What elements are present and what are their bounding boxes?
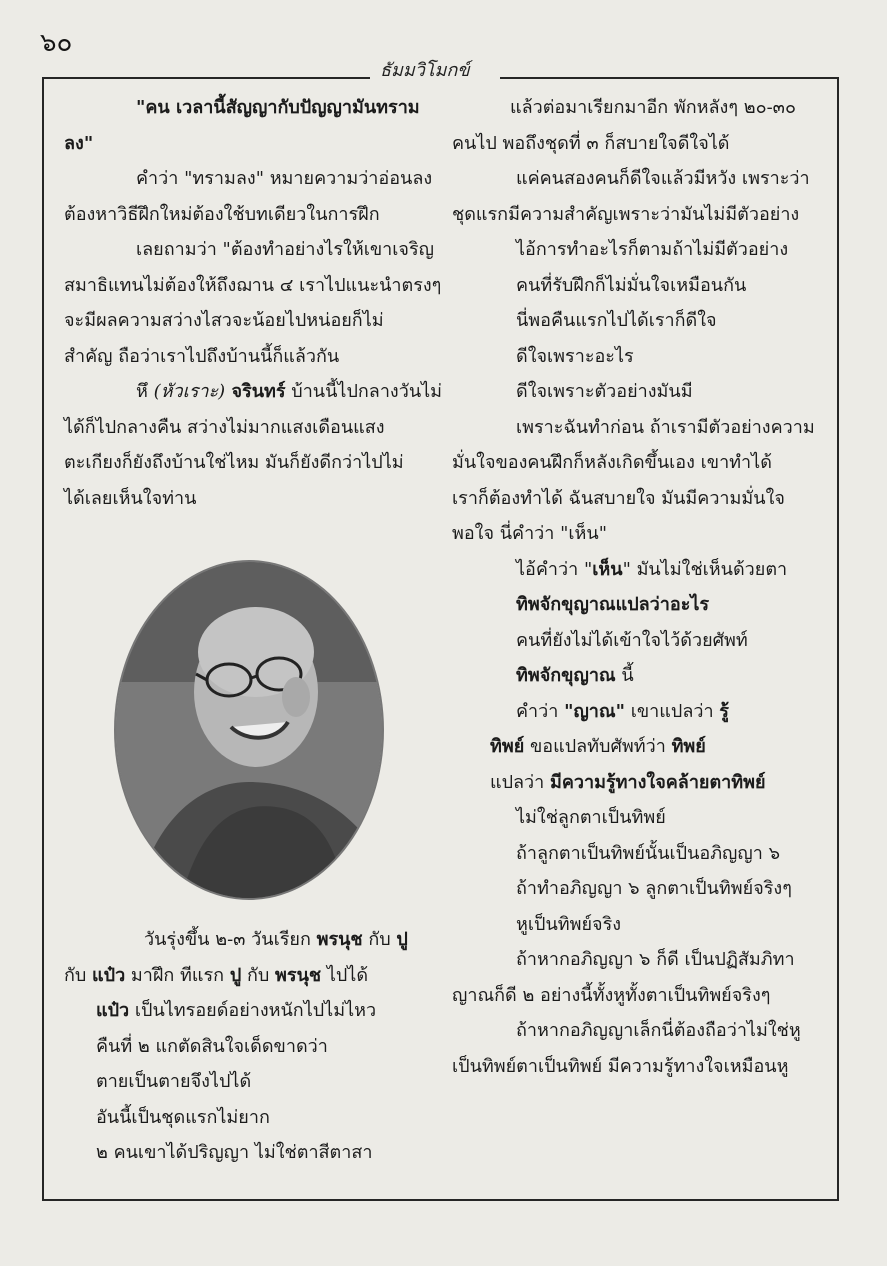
text-run: " มันไม่ใช่เห็นด้วยตา [622,558,788,580]
bold-text: ลง" [64,132,94,154]
text-run: ต้องหาวิธีฝึกใหม่ต้องใช้บทเดียวในการฝึก [64,203,380,225]
text-line [452,552,820,588]
text-run: ขอแปลทับศัพท์ว่า [524,736,672,757]
text-line [452,1013,820,1049]
text-run: แปลว่า [490,771,550,793]
text-line [64,90,436,126]
bold-text: จรินทร์ [225,381,286,402]
text-run: คนที่รับฝึกก็ไม่มั่นใจเหมือนกัน [516,274,747,296]
text-line [452,90,820,126]
text-run: ไอ้การทำอะไรก็ตามถ้าไม่มีตัวอย่าง [516,239,789,260]
bold-text: ทิพจักขุญาณแปลว่าอะไร [516,594,710,615]
text-line [64,1064,436,1100]
text-run: กับ [362,929,397,950]
text-run: ไปได้ [321,964,369,986]
bold-text: "คน เวลานี้สัญญากับปัญญามันทราม [136,97,420,118]
text-run: ได้เลยเห็นใจท่าน [64,487,197,509]
text-run: มาฝึก ทีแรก [125,964,230,986]
text-run: ถ้าหากอภิญญา ๖ ก็ดี เป็นปฏิสัมภิทา [516,949,795,970]
bold-text: ปู [229,964,242,986]
text-line [64,1029,436,1065]
left-bottom-column [64,922,436,1171]
text-line [452,836,820,872]
bold-text: ทิพย์ [671,736,706,757]
text-run: แค่คนสองคนก็ดีใจแล้วมีหวัง เพราะว่า [516,168,810,189]
text-run: เป็นทิพย์ตาเป็นทิพย์ มีความรู้ทางใจเหมือนหู [452,1055,789,1077]
text-line [452,1049,820,1085]
text-line [452,197,820,233]
text-run: คืนที่ ๒ แกตัดสินใจเด็ดขาดว่า [96,1035,328,1057]
text-run: ดีใจเพราะอะไร [516,345,634,367]
bold-text: แป๋ว [92,964,126,986]
left-column [64,90,443,516]
bold-text: มีความรู้ทางใจคล้ายตาทิพย์ [550,771,766,793]
text-run: ชุดแรกมีความสำคัญเพราะว่ามันไม่มีตัวอย่าง [452,203,800,225]
text-run: ตายเป็นตายจึงไปได้ [96,1071,252,1092]
text-run: หูเป็นทิพย์จริง [516,913,622,935]
text-line [452,303,820,339]
bold-text: พรนุช [316,929,363,950]
text-run: บ้านนี้ไปกลางวันไม่ [285,381,443,402]
text-run: สมาธิแทนไม่ต้องให้ถึงฌาน ๔ เราไปแนะนำตรงๆ [64,274,442,296]
text-run: วันรุ่งขึ้น ๒-๓ วันเรียก [144,929,317,950]
text-line [452,800,820,836]
bold-text: เห็น [592,558,623,580]
text-line [452,339,820,375]
text-run: มั่นใจของคนฝึกก็หลังเกิดขึ้นเอง เขาทำได้ [452,452,772,473]
text-line [64,410,436,446]
text-run: เขาแปลว่า [625,700,720,722]
text-line [64,958,436,994]
text-run: แล้วต่อมาเรียกมาอีก พักหลังๆ ๒๐-๓๐ [510,97,796,118]
text-run: ไม่ใช่ลูกตาเป็นทิพย์ [516,807,666,828]
text-line [452,481,820,517]
text-run: พอใจ นี่คำว่า "เห็น" [452,523,608,544]
bold-text: รู้ [719,700,729,722]
text-line [452,765,820,801]
text-line [64,303,436,339]
bold-text: ทิพจักขุญาณ [516,665,616,686]
text-run: ถ้าทำอภิญญา ๖ ลูกตาเป็นทิพย์จริงๆ [516,878,792,899]
text-line [452,232,820,268]
text-line [452,161,820,197]
text-run: คนที่ยังไม่ได้เข้าใจไว้ด้วยศัพท์ [516,629,748,651]
text-line [64,1100,436,1136]
text-run: กับ [241,964,276,986]
text-run: หึ [136,381,154,402]
text-run: คนไป พอถึงชุดที่ ๓ ก็สบายใจดีใจได้ [452,132,730,154]
text-line [64,922,436,958]
text-line [452,658,820,694]
italic-text: (หัวเราะ) [153,381,226,402]
text-run: ไอ้คำว่า " [516,558,593,580]
text-run: ถ้าลูกตาเป็นทิพย์นั้นเป็นอภิญญา ๖ [516,842,780,864]
text-line [64,161,436,197]
text-run: เพราะฉันทำก่อน ถ้าเรามีตัวอย่างความ [516,416,815,438]
text-line [64,445,436,481]
page-number: ๖๐ [40,28,73,58]
bold-text: "ญาณ" [564,700,625,722]
text-run: ตะเกียงก็ยังถึงบ้านใช่ไหม มันก็ยังดีกว่าไปไม่ [64,452,404,473]
text-line [452,978,820,1014]
text-run: ๒ คนเขาได้ปริญญา ไม่ใช่ตาสีตาสา [96,1142,373,1163]
text-line [452,126,820,162]
text-run: เป็นไทรอยด์อย่างหนักไปไม่ไหว [129,1000,377,1021]
text-line [452,374,820,410]
text-line [64,197,436,233]
text-line [452,445,820,481]
text-run: คำว่า "ทรามลง" หมายความว่าอ่อนลง [136,168,433,189]
text-line [452,907,820,943]
text-run: ถ้าหากอภิญญาเล็กนี่ต้องถือว่าไม่ใช่หู [516,1020,801,1041]
text-run: อันนี้เป็นชุดแรกไม่ยาก [96,1106,270,1128]
text-line [452,268,820,304]
bold-text: แป๋ว [96,1000,130,1021]
text-run: จะมีผลความสว่างไสวจะน้อยไปหน่อยก็ไม่ [64,310,384,331]
text-run: ดีใจเพราะตัวอย่างมันมี [516,381,693,402]
text-run: ได้ก็ไปกลางคืน สว่างไม่มากแสงเดือนแสง [64,416,385,438]
text-line [64,126,436,162]
text-line [452,516,820,552]
right-column [452,90,820,1084]
bold-text: พรนุช [275,964,322,986]
text-line [64,1135,436,1171]
text-run: นี่พอคืนแรกไปได้เราก็ดีใจ [516,310,717,331]
text-line [64,268,442,304]
text-line [452,694,820,730]
text-line [64,232,436,268]
monk-portrait-photo [116,562,382,898]
text-run: เลยถามว่า "ต้องทำอย่างไรให้เขาเจริญ [136,239,434,260]
text-line [64,339,436,375]
text-line [452,587,820,623]
text-line [452,942,820,978]
text-run: ญาณก็ดี ๒ อย่างนี้ทั้งหูทั้งตาเป็นทิพย์จริงๆ [452,984,771,1006]
text-run: สำคัญ ถือว่าเราไปถึงบ้านนี้ก็แล้วกัน [64,345,340,367]
text-line [452,871,820,907]
text-line [64,481,436,517]
bold-text: ปู [396,929,408,950]
portrait-illustration [116,562,382,898]
header-title: ธัมมวิโมกข์ [380,60,470,81]
text-line [64,993,436,1029]
text-run: กับ [64,964,93,986]
text-run: คำว่า [516,700,565,722]
text-line [452,623,820,659]
text-run: นี้ [615,665,634,686]
text-run: เราก็ต้องทำได้ ฉันสบายใจ มันมีความมั่นใจ [452,487,785,509]
text-line [64,374,443,410]
bold-text: ทิพย์ [490,736,525,757]
text-line [452,410,820,446]
text-line [452,729,820,765]
